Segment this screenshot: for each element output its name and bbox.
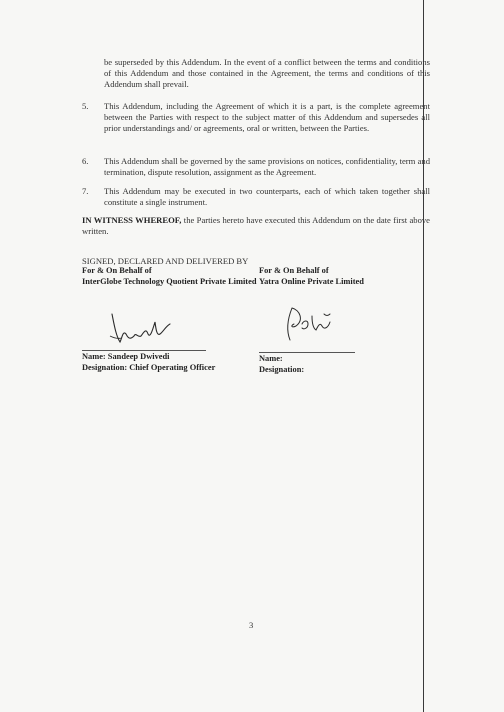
continuation-paragraph: be superseded by this Addendum. In the event of a conflict between the terms and conditions of this Addendum and those contained in the Agreement, the terms and conditions of this Addendum shall prevail. — [104, 57, 430, 90]
right-party-block — [259, 266, 429, 287]
witness-lead: IN WITNESS WHEREOF, — [82, 215, 182, 225]
right-company: Yatra Online Private Limited — [259, 276, 364, 286]
right-name: Name: — [259, 354, 283, 363]
right-behalf: For & On Behalf of — [259, 266, 329, 275]
left-signature-line — [82, 350, 206, 351]
signed-declared-line: SIGNED, DECLARED AND DELIVERED BY — [82, 256, 249, 266]
witness-paragraph — [82, 215, 430, 237]
clause-text: This Addendum, including the Agreement of which it is a part, is the complete agreement between the Parties with respect to the subject matter of this Addendum and supersedes all prior understandings and/ or agreements, oral or written, between the Parties. — [104, 101, 430, 134]
clause-text: This Addendum shall be governed by the same provisions on notices, confidentiality, term and termination, dispute resolution, assignment as the Agreement. — [104, 156, 430, 178]
left-behalf: For & On Behalf of — [82, 266, 152, 275]
left-designation: Designation: Chief Operating Officer — [82, 362, 216, 372]
clause-number: 5. — [82, 101, 89, 111]
clause-number: 6. — [82, 156, 89, 166]
left-name-block — [82, 352, 257, 373]
clause-number: 7. — [82, 186, 89, 196]
clause-text: This Addendum may be executed in two counterparts, each of which taken together shall constitute a single instrument. — [104, 186, 430, 208]
right-signature-line — [259, 352, 355, 353]
left-signature — [108, 308, 188, 348]
left-name: Name: Sandeep Dwivedi — [82, 352, 170, 361]
left-company: InterGlobe Technology Quotient Private Limited — [82, 276, 257, 286]
witness-rest: the Parties hereto have executed this Addendum on the date first above written. — [82, 215, 430, 237]
page-number: 3 — [249, 620, 254, 630]
right-signature — [280, 300, 350, 346]
right-designation: Designation: — [259, 364, 305, 374]
left-party-block — [82, 266, 257, 287]
right-name-block — [259, 354, 429, 375]
